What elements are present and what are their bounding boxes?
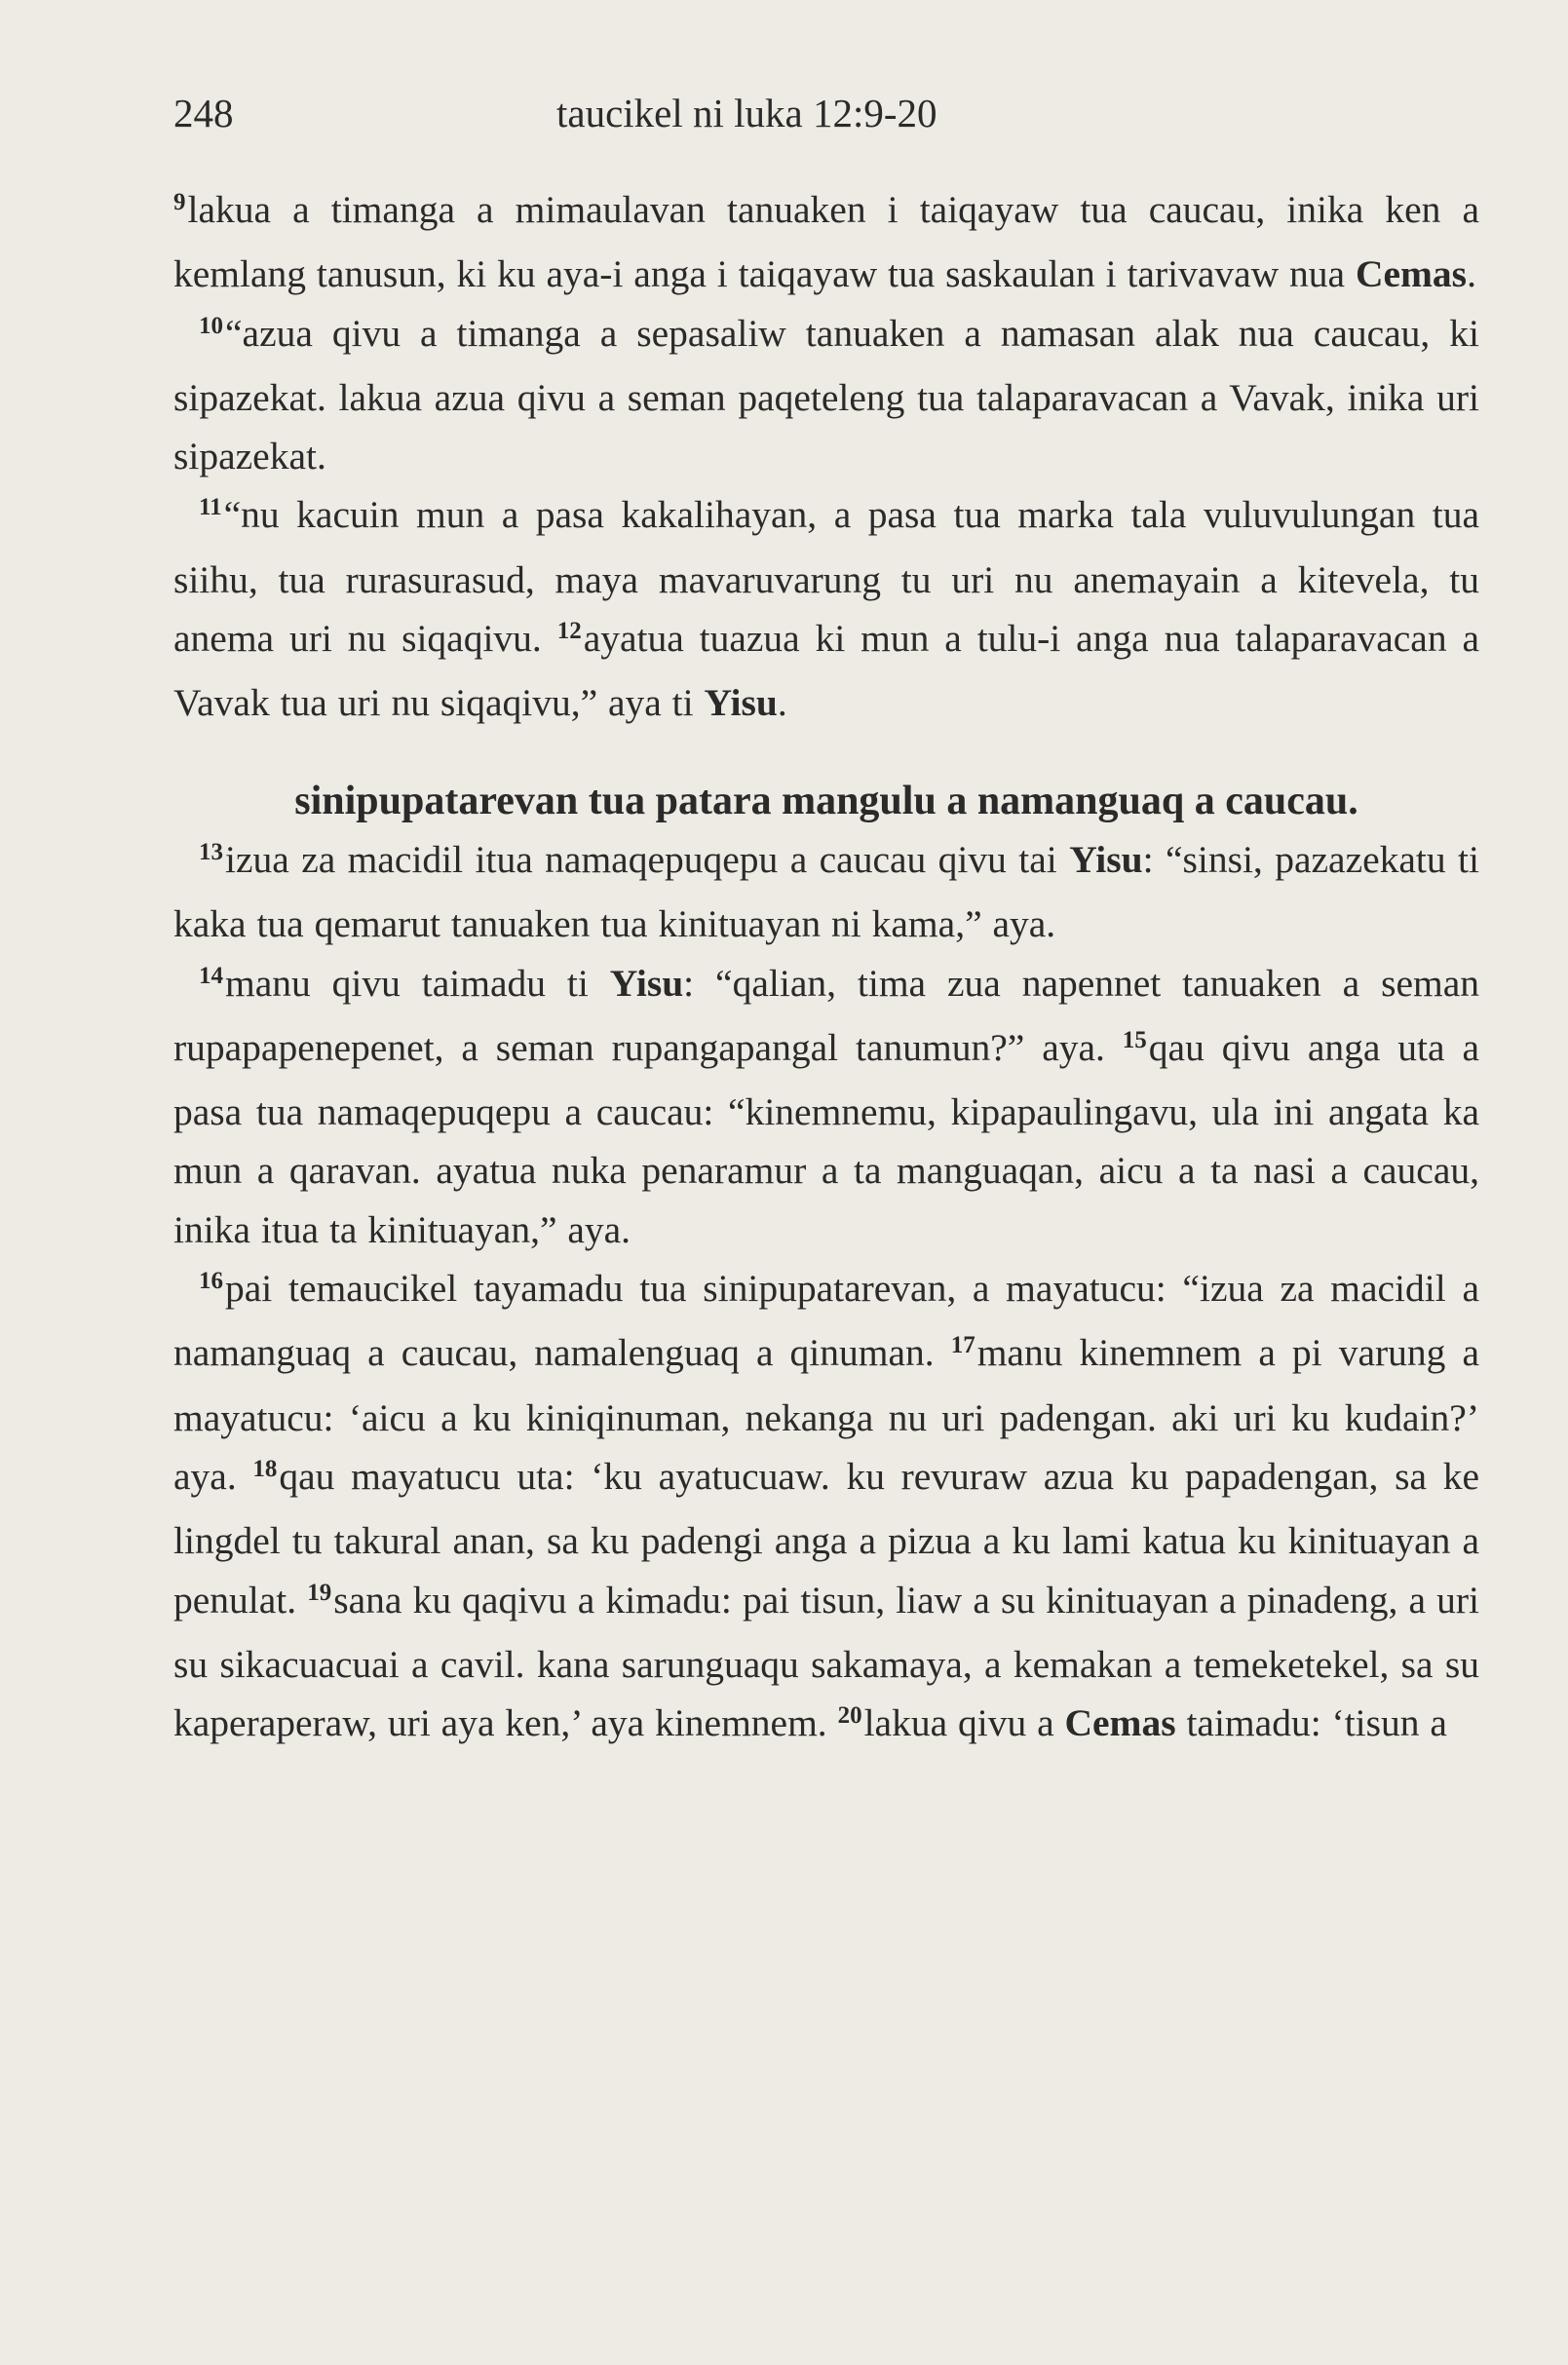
- running-title: taucikel ni luka 12:9-20: [556, 91, 937, 135]
- bold-name: Cemas: [1355, 252, 1468, 296]
- text-run: : “qalian, tima zua napennet tanuaken a seman rupapapenepenet, a seman rupangapangal tanumun?” aya.: [173, 961, 1480, 1069]
- verse-number: 14: [199, 962, 223, 989]
- text-run: qau mayatucu uta: ‘ku ayatucuaw. ku revuraw azua ku papadengan, sa ke lingdel tu takural anan, sa ku padengi anga a pizua a ku lami katua ku kinituayan a penulat.: [173, 1454, 1479, 1621]
- section-heading: sinipupatarevan tua patara mangulu a namanguaq a caucau.: [294, 778, 1358, 823]
- text-run: ayatua tuazua ki mun a tulu-i anga nua talaparavacan a Vavak tua uri nu siqaqivu,” aya ti: [173, 617, 1479, 725]
- bold-name: Cemas: [1064, 1701, 1176, 1745]
- paragraph: [173, 1259, 1479, 1758]
- text-run: sana ku qaqivu a kimadu: pai tisun, liaw a su kinituayan a pinadeng, a uri su sikacuacuai a cavil. kana sarunguaqu sakamaya, a kemakan a temeketekel, sa su kaperaperaw, uri aya ken,’ aya kinemnem.: [173, 1578, 1480, 1745]
- paragraph: [173, 485, 1479, 732]
- paragraph: [173, 304, 1479, 486]
- verse-number: 18: [252, 1455, 278, 1482]
- text-run: .: [1467, 252, 1476, 296]
- verse-number: 9: [173, 189, 186, 215]
- verse-number: 10: [199, 312, 223, 339]
- verse-number: 15: [1122, 1026, 1147, 1053]
- bold-name: Yisu: [609, 961, 684, 1005]
- text-run: “azua qivu a timanga a sepasaliw tanuaken a namasan alak nua caucau, ki sipazekat. lakua azua qivu a seman paqeteleng tua talaparavacan a Vavak, inika uri sipazekat.: [173, 311, 1479, 478]
- verse-number: 19: [307, 1579, 332, 1606]
- bold-name: Yisu: [1069, 837, 1143, 881]
- text-run: izua za macidil itua namaqepuqepu a caucau qivu tai: [225, 837, 1070, 881]
- text-run: manu qivu taimadu ti: [225, 961, 610, 1005]
- text-run: qau qivu anga uta a pasa tua namaqepuqepu a caucau: “kinemnemu, kipapaulingavu, ula ini angata ka mun a qaravan. ayatua nuka penaramur a ta manguaqan, aicu a ta nasi a caucau, inika itua ta kinituayan,” aya.: [173, 1025, 1479, 1251]
- verse-number: 12: [556, 618, 582, 645]
- verse-number: 20: [837, 1702, 862, 1730]
- text-run: lakua qivu a: [863, 1701, 1065, 1745]
- text-run: .: [777, 681, 787, 725]
- text-run: : “sinsi, pazazekatu ti kaka tua qemarut tanuaken tua kinituayan ni kama,” aya.: [173, 837, 1479, 946]
- text-run: manu kinemnem a pi varung a mayatucu: ‘aicu a ku kiniqinuman, nekanga nu uri padengan. aki uri ku kudain?’ aya.: [173, 1331, 1479, 1498]
- verse-number: 16: [199, 1268, 223, 1295]
- text-run: pai temaucikel tayamadu tua sinipupatarevan, a mayatucu: “izua za macidil a namanguaq a caucau, namalenguaq a qinuman.: [173, 1267, 1479, 1375]
- bold-name: Yisu: [704, 681, 778, 725]
- text-run: “nu kacuin mun a pasa kakalihayan, a pasa tua marka tala vuluvulungan tua siihu, tua rurasurasud, maya mavaruvarung tu uri nu anemayain a kitevela, tu anema uri nu siqaqivu.: [173, 493, 1479, 661]
- page-body: [173, 180, 1479, 1758]
- paragraph: [173, 180, 1479, 304]
- paragraph: [173, 954, 1479, 1259]
- verse-number: 17: [950, 1332, 975, 1359]
- paragraph: [173, 830, 1479, 954]
- text-run: lakua a timanga a mimaulavan tanuaken i taiqayaw tua caucau, inika ken a kemlang tanusun, ki ku aya-i anga i taiqayaw tua saskaulan i tarivavaw nua: [173, 188, 1479, 296]
- verse-number: 13: [199, 838, 223, 865]
- text-run: taimadu: ‘tisun a: [1175, 1701, 1447, 1745]
- page-number: 248: [173, 91, 234, 135]
- page-header: [173, 84, 1440, 142]
- verse-number: 11: [199, 494, 222, 521]
